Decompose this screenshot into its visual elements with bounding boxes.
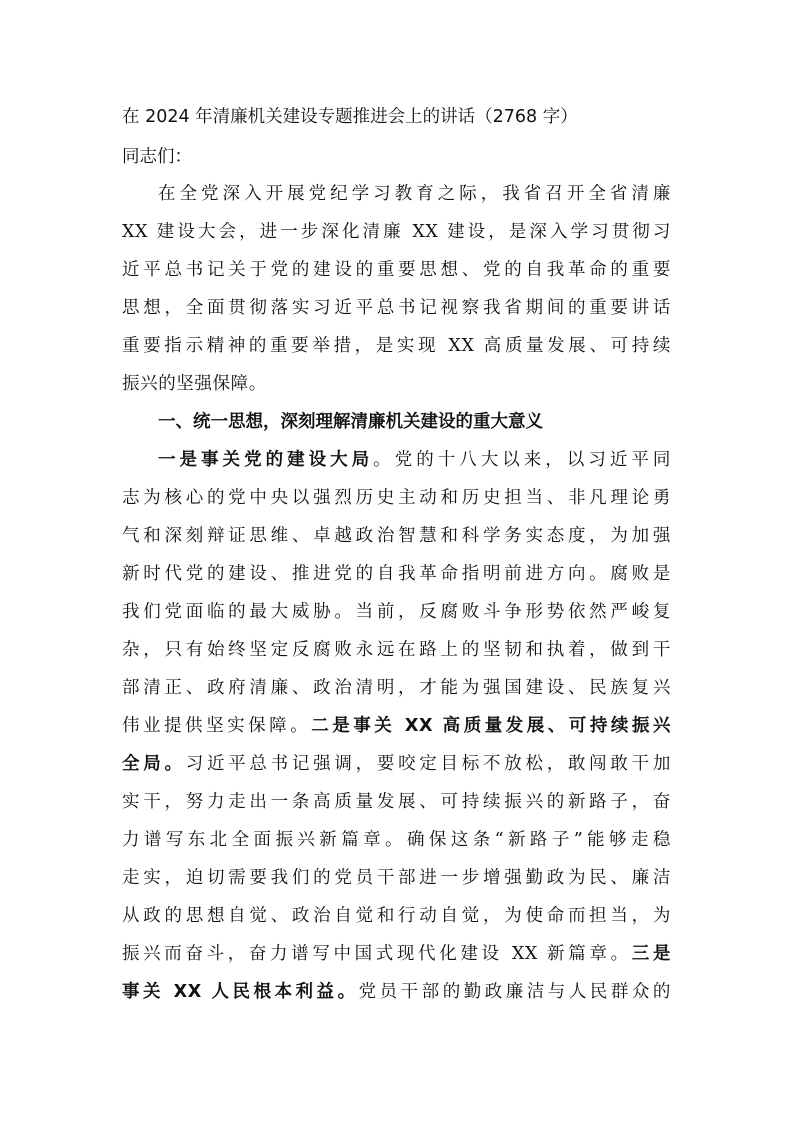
- bold-lead: 二是事关 XX 高质量发展、可持续振兴: [311, 716, 671, 736]
- document-title: 在 2024 年清廉机关建设专题推进会上的讲话（2768 字）: [122, 107, 578, 127]
- paragraph-line: 思想，全面贯彻落实习近平总书记视察我省期间的重要讲话: [122, 298, 671, 318]
- text-run: 党员干部的勤政廉洁与人民群众的: [358, 982, 671, 1002]
- bold-lead: 全局。: [122, 754, 186, 774]
- paragraph-line: 走实，迫切需要我们的党员干部进一步增强勤政为民、廉洁: [122, 868, 671, 888]
- text-run: 伟业提供坚实保障。: [122, 716, 312, 736]
- paragraph-line: [122, 707, 671, 745]
- paragraph-line: 气和深刻辩证思维、卓越政治智慧和科学务实态度，为加强: [122, 526, 671, 546]
- paragraph-line: [122, 935, 671, 973]
- section-heading: 一、统一思想，深刻理解清廉机关建设的重大意义: [158, 412, 543, 432]
- paragraph-line: 新时代党的建设、推进党的自我革命指明前进方向。腐败是: [122, 564, 671, 584]
- paragraph-line: 志为核心的党中央以强烈历史主动和历史担当、非凡理论勇: [122, 488, 671, 508]
- paragraph-line: 我们党面临的最大威胁。当前，反腐败斗争形势依然严峻复: [122, 602, 671, 622]
- paragraph-line: 近平总书记关于党的建设的重要思想、党的自我革命的重要: [122, 260, 671, 280]
- text-run: 振兴而奋斗，奋力谱写中国式现代化建设 XX 新篇章。: [122, 944, 632, 964]
- paragraph-line: 力谱写东北全面振兴新篇章。确保这条“新路子”能够走稳: [122, 830, 671, 850]
- paragraph-line: [122, 745, 671, 783]
- paragraph-line: 杂，只有始终坚定反腐败永远在路上的坚韧和执着，做到干: [122, 640, 671, 660]
- paragraph-line: 在全党深入开展党纪学习教育之际，我省召开全省清廉: [158, 184, 671, 204]
- paragraph-line: [158, 441, 671, 479]
- salutation: 同志们：: [122, 147, 192, 167]
- bold-lead: 三是: [631, 944, 672, 964]
- paragraph-line: 部清正、政府清廉、政治清明，才能为强国建设、民族复兴: [122, 678, 671, 698]
- bold-lead: 一是事关党的建设大局: [158, 450, 374, 470]
- text-run: 。党的十八大以来，以习近平同: [373, 450, 671, 470]
- paragraph-line: 振兴的坚强保障。: [122, 374, 267, 394]
- paragraph-line: 从政的思想自觉、政治自觉和行动自觉，为使命而担当，为: [122, 906, 671, 926]
- paragraph-line: 重要指示精神的重要举措，是实现 XX 高质量发展、可持续: [122, 336, 671, 356]
- paragraph-line: XX 建设大会，进一步深化清廉 XX 建设，是深入学习贯彻习: [122, 222, 671, 242]
- paragraph-line: [122, 973, 671, 1011]
- text-run: 习近平总书记强调，要咬定目标不放松，敢闯敢干加: [185, 754, 671, 774]
- bold-lead: 事关 XX 人民根本利益。: [122, 982, 359, 1002]
- paragraph-line: 实干，努力走出一条高质量发展、可持续振兴的新路子，奋: [122, 792, 671, 812]
